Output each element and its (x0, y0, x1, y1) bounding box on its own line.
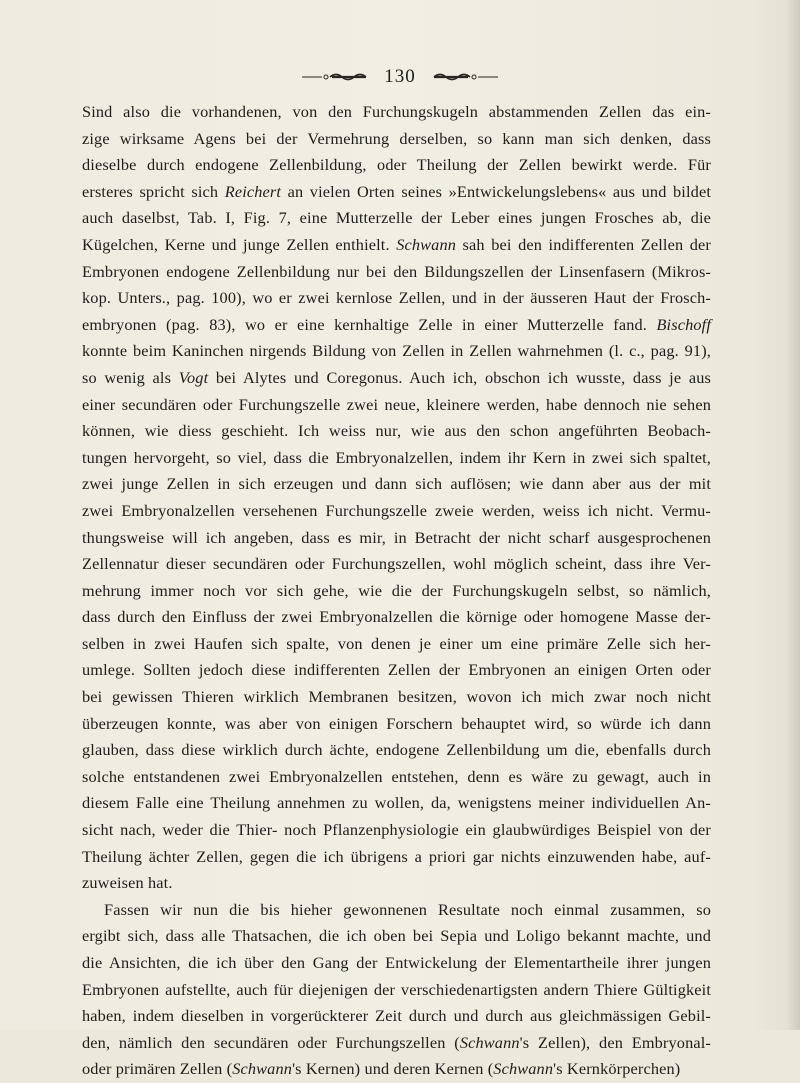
text-segment: zuweisen hat. (82, 873, 173, 893)
text-segment: Kügelchen, Kerne und junge Zellen enthielt. (82, 234, 397, 254)
text-line (82, 897, 711, 924)
paragraph (82, 897, 711, 1083)
text-segment: embryonen (pag. 83), wo er eine kernhaltige Zelle in einer Mutterzelle fand. (82, 314, 657, 334)
left-ornament-icon (300, 72, 370, 82)
text-segment: Zellennatur dieser secundären oder Furchungszellen, wohl möglich scheint, dass ihre Ver- (82, 554, 711, 574)
text-segment: den, nämlich den secundären oder Furchungszellen ( (82, 1032, 460, 1052)
text-segment: diesem Falle eine Theilung annehmen zu wollen, da, wenigstens meiner individuellen An- (82, 793, 711, 813)
text-segment: einer secundären oder Furchungszelle zwei neue, kleinere werden, habe dennoch nie sehen (82, 394, 711, 414)
text-line (82, 365, 711, 392)
text-line (82, 498, 711, 525)
text-segment: kop. Unters., pag. 100), wo er zwei kernlose Zellen, und in der äusseren Haut der Frosch- (82, 288, 711, 308)
text-segment: dass durch den Einfluss der zwei Embryonalzellen die körnige oder homogene Masse der- (82, 607, 711, 627)
text-line (82, 179, 711, 206)
text-line (82, 312, 711, 339)
text-segment: 's Zellen), den Embryonal- (519, 1032, 711, 1052)
text-segment: können, wie diess geschieht. Ich weiss nur, wie aus den schon angeführten Beobach- (82, 421, 711, 441)
text-line (82, 684, 711, 711)
text-line (82, 923, 711, 950)
text-segment: umlege. Sollten jedoch diese indifferenten Zellen der Embryonen an einigen Orten oder (82, 660, 711, 680)
text-line (82, 657, 711, 684)
text-line (82, 844, 711, 871)
text-line (82, 525, 711, 552)
text-segment: solche entstandenen zwei Embryonalzellen entstehen, denn es wäre zu gewagt, auch in (82, 766, 711, 786)
text-segment: Fassen wir nun die bis hieher gewonnenen Resultate noch einmal zusammen, so (104, 899, 711, 919)
text-segment: so wenig als (82, 367, 179, 387)
text-segment: sah bei den indifferenten Zellen der (456, 234, 712, 254)
text-segment: bei gewissen Thieren wirklich Membranen besitzen, wovon ich mich zwar noch nicht (82, 687, 711, 707)
text-segment: überzeugen konnte, was aber von einigen Forschern behauptet wird, so würde ich dann (82, 713, 711, 733)
text-line (82, 551, 711, 578)
text-segment: zwei junge Zellen in sich erzeugen und dann sich auflösen; wie dann aber aus der mit (82, 474, 711, 494)
text-line (82, 977, 711, 1004)
text-line (82, 631, 711, 658)
italic-name: Reichert (224, 181, 282, 201)
text-segment: selben in zwei Haufen sich spalte, von denen je einer um eine primäre Zelle sich her- (82, 633, 711, 653)
text-segment: ersteres spricht sich (82, 181, 225, 201)
text-segment: oder primären Zellen ( (82, 1059, 233, 1079)
text-line (82, 445, 711, 472)
text-line (82, 870, 711, 897)
text-line (82, 578, 711, 605)
text-line (82, 764, 711, 791)
text-segment: haben, indem dieselben in vorgerückterer Zeit durch und durch aus gleichmässigen Gebil- (82, 1006, 711, 1026)
text-line (82, 1003, 711, 1030)
text-line (82, 1056, 711, 1083)
text-segment: thungsweise will ich angeben, dass es mir, in Betracht der nicht scharf ausgesprochenen (82, 527, 711, 547)
text-segment: tungen hervorgeht, so viel, dass die Embryonalzellen, indem ihr Kern in zwei sich spaltet, (82, 447, 711, 467)
text-line (82, 259, 711, 286)
text-segment: Embryonen endogene Zellenbildung nur bei den Bildungszellen der Linsenfasern (Mikros- (82, 261, 711, 281)
text-line (82, 604, 711, 631)
text-segment: sicht nach, weder die Thier- noch Pflanzenphysiologie ein glaubwürdiges Beispiel von der (82, 820, 711, 840)
page-number: 130 (384, 66, 416, 87)
text-segment: zige wirksame Agens bei der Vermehrung derselben, so kann man sich denken, dass (82, 128, 711, 148)
text-line (82, 392, 711, 419)
italic-name: Vogt (178, 367, 209, 387)
text-line (82, 950, 711, 977)
text-line (82, 205, 711, 232)
text-line (82, 817, 711, 844)
italic-name: Schwann (493, 1059, 554, 1079)
text-segment: ergibt sich, dass alle Thatsachen, die ich oben bei Sepia und Loligo bekannt machte, und (82, 926, 711, 946)
text-line (82, 711, 711, 738)
text-segment: dieselbe durch endogene Zellenbildung, oder Theilung der Zellen bewirkt werde. Für (82, 155, 711, 175)
text-line (82, 99, 711, 126)
text-line (82, 1030, 711, 1057)
text-segment: Embryonen aufstellte, auch für diejenigen der verschiedenartigsten andern Thiere Gültigkeit (82, 979, 711, 999)
text-segment: zwei Embryonalzellen versehenen Furchungszelle zweie werden, weiss ich nicht. Vermu- (82, 500, 711, 520)
text-line (82, 790, 711, 817)
text-segment: bei Alytes und Coregonus. Auch ich, obschon ich wusste, dass je aus (208, 367, 712, 387)
text-segment: 's Kernen) und deren Kernen ( (292, 1059, 494, 1079)
page-header (0, 66, 800, 88)
italic-name: Bischoff (656, 314, 711, 334)
right-ornament-icon (430, 72, 500, 82)
body-text (82, 99, 711, 1083)
page-edge-shadow (786, 0, 800, 1030)
paragraph (82, 99, 711, 897)
text-segment: an vielen Orten seines »Entwickelungslebens« aus und bildet (281, 181, 711, 201)
text-line (82, 418, 711, 445)
text-line (82, 285, 711, 312)
text-segment: konnte beim Kaninchen nirgends Bildung von Zellen in Zellen wahrnehmen (l. c., pag. 91), (82, 341, 711, 361)
text-line (82, 126, 711, 153)
text-line (82, 152, 711, 179)
text-segment: glauben, dass diese wirklich durch ächte, endogene Zellenbildung um die, ebenfalls durch (82, 740, 711, 760)
text-line (82, 338, 711, 365)
text-line (82, 471, 711, 498)
text-segment: auch daselbst, Tab. I, Fig. 7, eine Mutterzelle der Leber eines jungen Frosches ab, die (82, 208, 711, 228)
text-segment: mehrung immer noch vor sich gehe, wie die der Furchungskugeln selbst, so nämlich, (82, 580, 711, 600)
text-line (82, 232, 711, 259)
italic-name: Schwann (232, 1059, 293, 1079)
text-line (82, 737, 711, 764)
text-segment: Theilung ächter Zellen, gegen die ich übrigens a priori gar nichts einzuwenden habe, auf- (82, 846, 711, 866)
text-segment: die Ansichten, die ich über den Gang der Entwickelung der Elementartheile ihrer jungen (82, 953, 711, 972)
text-segment: 's Kernkörperchen) (553, 1059, 681, 1079)
italic-name: Schwann (396, 234, 457, 254)
text-segment: Sind also die vorhandenen, von den Furchungskugeln abstammenden Zellen das ein- (82, 102, 711, 121)
italic-name: Schwann (459, 1032, 520, 1052)
